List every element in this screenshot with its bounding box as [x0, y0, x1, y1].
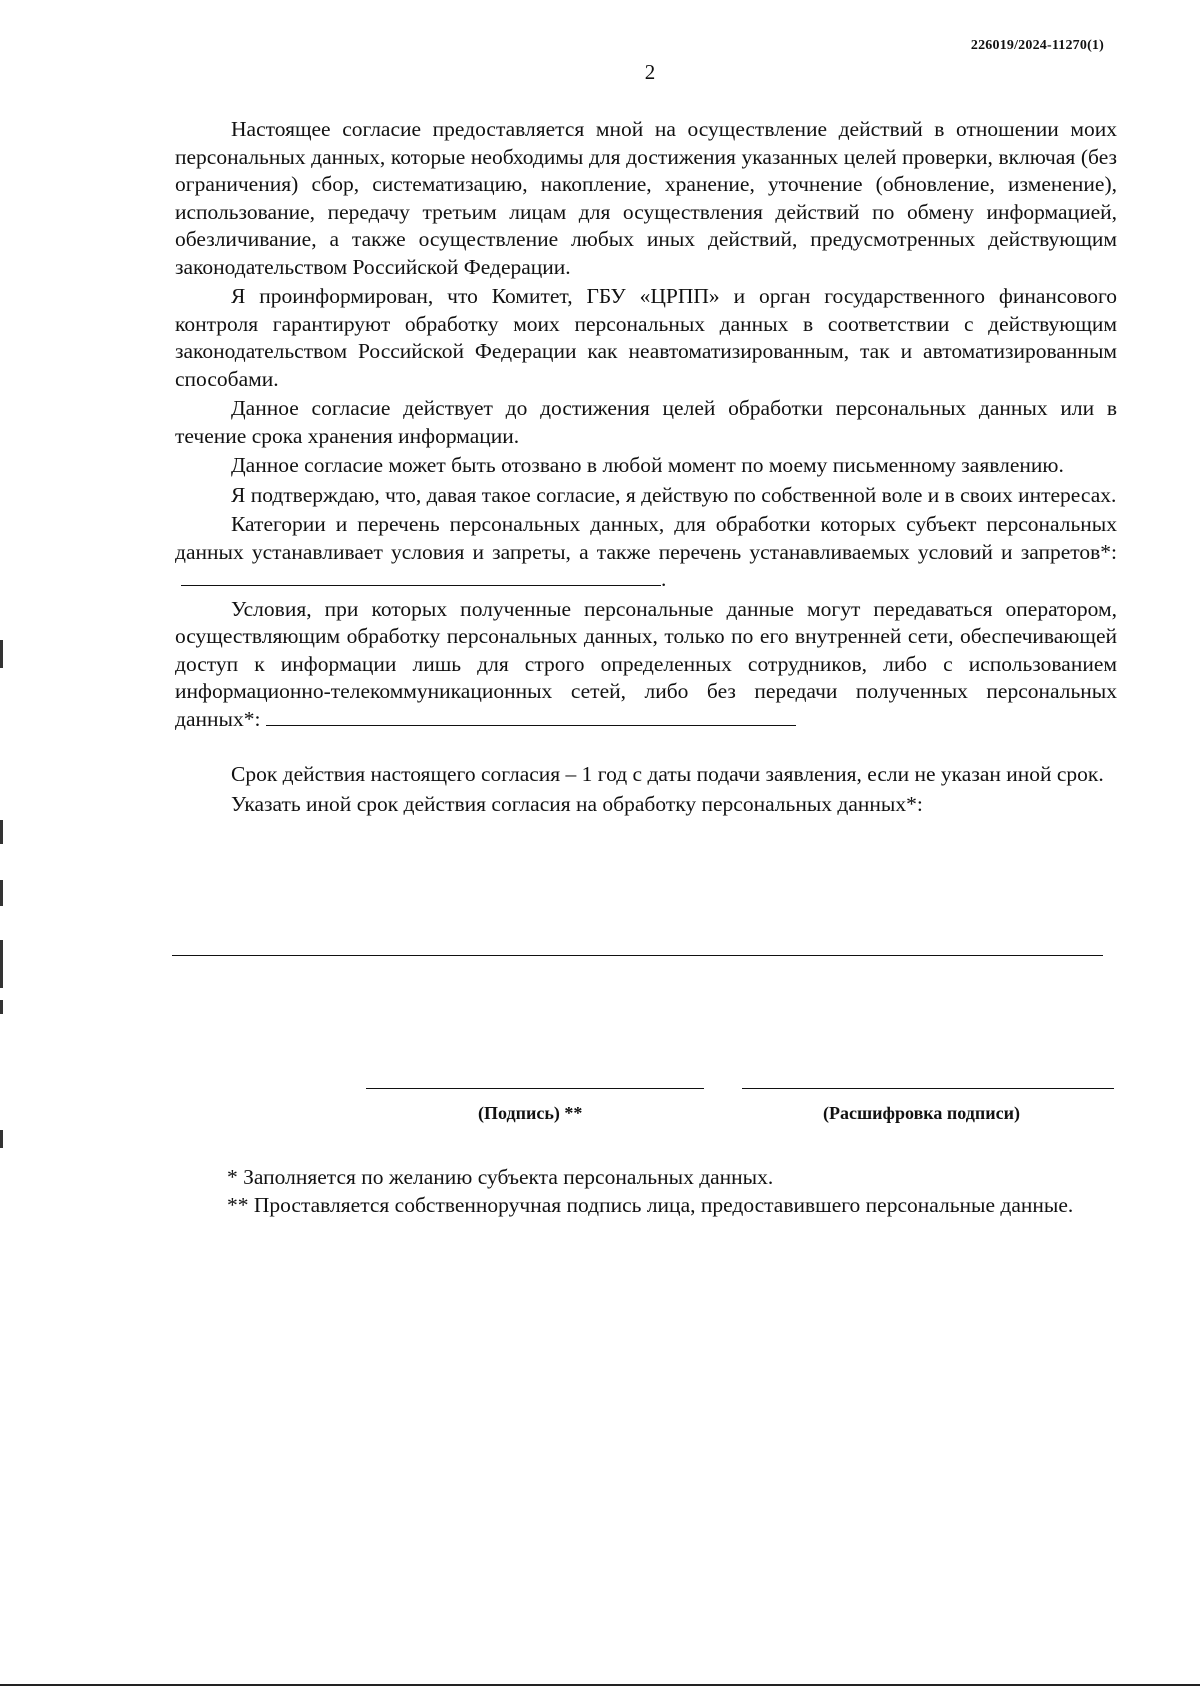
categories-blank-field[interactable]: [181, 567, 661, 586]
scan-margin-mark: [0, 880, 3, 906]
signature-decoding-caption: (Расшифровка подписи): [823, 1103, 1020, 1123]
consent-paragraph-validity: Данное согласие действует до достижения целей обработки персональных данных или в течение срока хранения информации.: [175, 396, 1117, 448]
categories-text: Категории и перечень персональных данных, для обработки которых субъект персональных данных устанавливает условия и запреты, а также перечень устанавливаемых условий и запретов*:: [175, 512, 1117, 564]
consent-paragraph-revocation: Данное согласие может быть отозвано в любой момент по моему письменному заявлению.: [231, 453, 1064, 477]
consent-body: [175, 116, 1117, 820]
footnote-double-star: ** Проставляется собственноручная подпись лица, предоставившего персональные данные.: [227, 1192, 1074, 1217]
page-number: 2: [644, 60, 656, 84]
categories-paragraph: [175, 511, 1117, 594]
scan-bottom-edge: [0, 1684, 1200, 1686]
scan-margin-mark: [0, 640, 3, 668]
section-spacer: [175, 735, 1117, 761]
signature-field[interactable]: [366, 1088, 704, 1089]
scan-margin-mark: [0, 1000, 3, 1014]
other-term-blank-field[interactable]: [172, 955, 1103, 956]
scan-margin-mark: [0, 820, 3, 844]
footnote-single-star: * Заполняется по желанию субъекта персональных данных.: [227, 1165, 774, 1189]
categories-end: .: [661, 567, 667, 591]
consent-paragraph-confirmation: Я подтверждаю, что, давая такое согласие, я действую по собственной воле и в своих интересах.: [231, 482, 1117, 507]
conditions-text: Условия, при которых полученные персональные данные могут передаваться оператором, осуществляющим обработку персональных данных, только по его внутренней сети, обеспечивающей доступ к информации лишь для строго определенных сотрудников, либо с использованием информационно-телекоммуникационных сетей, либо без передачи полученных персональных данных*:: [175, 596, 1117, 731]
footnotes: [171, 1164, 1115, 1219]
consent-paragraph-scope: Настоящее согласие предоставляется мной на осуществление действий в отношении моих персональных данных, которые необходимы для достижения указанных целей проверки, включая (без ограничения) сбор, систематизацию, накопление, хранение, уточнение (обновление, изменение), использование, передачу третьим лицам для осуществления действий по обмену информацией, обезличивание, а также осуществление любых иных действий, предусмотренных действующим законодательством Российской Федерации.: [175, 117, 1117, 279]
consent-paragraph-guarantee: Я проинформирован, что Комитет, ГБУ «ЦРПП» и орган государственного финансового контроля гарантируют обработку моих персональных данных в соответствии с действующим законодательством Российской Федерации как неавтоматизированным, так и автоматизированным способами.: [175, 284, 1117, 391]
other-term-paragraph: Указать иной срок действия согласия на обработку персональных данных*:: [231, 791, 923, 816]
conditions-paragraph: [175, 596, 1117, 734]
term-paragraph: Срок действия настоящего согласия – 1 год с даты подачи заявления, если не указан иной срок.: [231, 762, 1104, 786]
document-registration-number: 226019/2024-11270(1): [970, 38, 1104, 53]
signature-decoding-field[interactable]: [742, 1088, 1114, 1089]
scan-margin-mark: [0, 940, 3, 988]
scan-margin-mark: [0, 1130, 3, 1148]
conditions-blank-field[interactable]: [266, 707, 796, 726]
signature-caption: (Подпись) **: [478, 1103, 583, 1123]
